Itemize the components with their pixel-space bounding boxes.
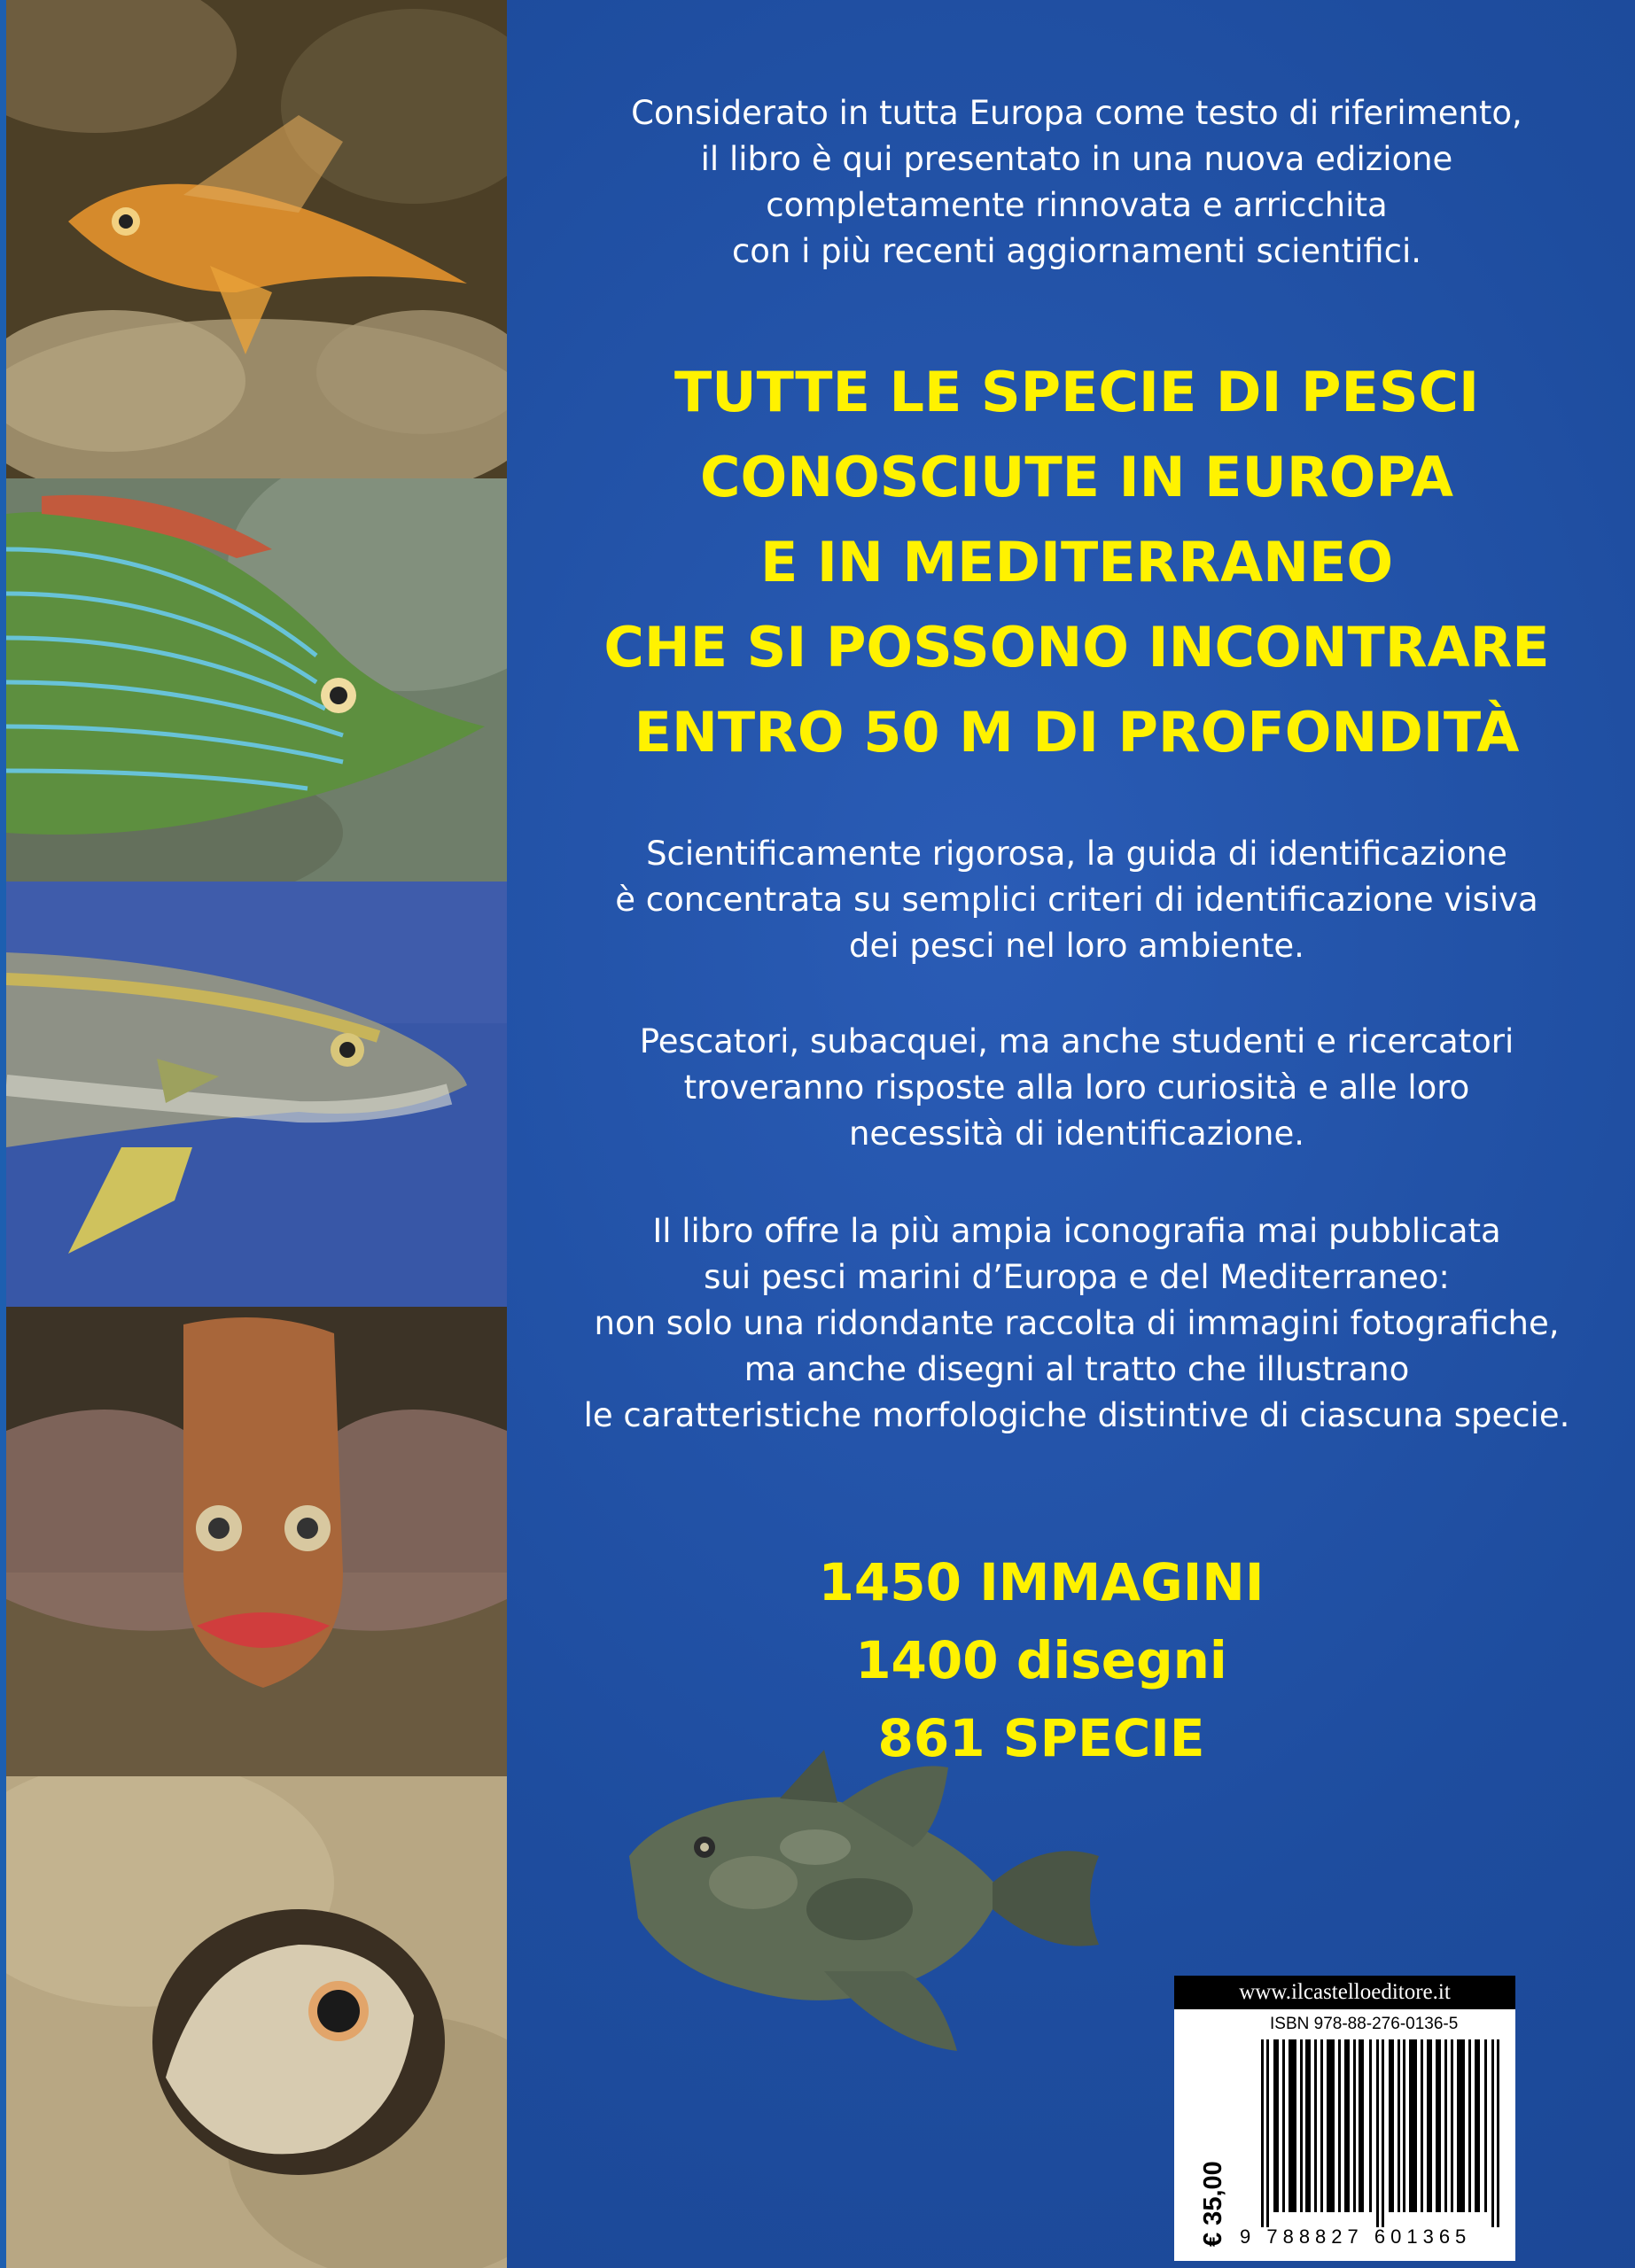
photo-weever — [6, 1776, 507, 2268]
intro-line: completamente rinnovata e arricchita — [766, 186, 1388, 224]
price-label: € 35,00 — [1199, 2161, 1227, 2247]
stat-species: 861 SPECIE — [877, 1708, 1205, 1768]
isbn-label: ISBN 978-88-276-0136-5 — [1270, 2015, 1459, 2033]
stat-images: 1450 IMMAGINI — [818, 1552, 1265, 1612]
description-paragraph-3 — [549, 1208, 1604, 1439]
paragraph-line: sui pesci marini d’Europa e del Mediterraneo: — [704, 1258, 1450, 1296]
description-paragraph-2 — [549, 1019, 1604, 1157]
photo-blenny — [6, 0, 507, 478]
headline — [532, 350, 1622, 775]
intro-line: Considerato in tutta Europa come testo di riferimento, — [631, 94, 1522, 132]
triggerfish-illustration — [620, 1750, 1099, 2069]
intro-line: il libro è qui presentato in una nuova edizione — [700, 140, 1453, 178]
photo-amberjack — [6, 882, 507, 1307]
barcode-digits: 9 788827 601365 — [1240, 2225, 1472, 2248]
headline-line: TUTTE LE SPECIE DI PESCI — [673, 360, 1480, 424]
paragraph-line: necessità di identificazione. — [848, 1115, 1305, 1153]
headline-line: CONOSCIUTE IN EUROPA — [699, 445, 1454, 509]
stats-block — [673, 1543, 1409, 1777]
strip-edge — [0, 0, 6, 2268]
paragraph-line: Scientificamente rigorosa, la guida di identificazione — [646, 835, 1507, 873]
intro-paragraph — [549, 90, 1604, 275]
barcode-box — [1174, 1976, 1515, 2261]
photo-scorpionfish — [6, 1307, 507, 1776]
paragraph-line: non solo una ridondante raccolta di immagini fotografiche, — [594, 1304, 1560, 1342]
intro-line: con i più recenti aggiornamenti scientifici. — [731, 232, 1422, 270]
paragraph-line: le caratteristiche morfologiche distintive di ciascuna specie. — [583, 1396, 1570, 1434]
headline-line: ENTRO 50 M DI PROFONDITÀ — [634, 700, 1520, 765]
paragraph-line: dei pesci nel loro ambiente. — [849, 927, 1304, 965]
paragraph-line: Pescatori, subacquei, ma anche studenti e ricercatori — [639, 1022, 1514, 1060]
paragraph-line: è concentrata su semplici criteri di identificazione visiva — [615, 881, 1538, 919]
barcode-bars — [1261, 2039, 1500, 2227]
headline-line: CHE SI POSSONO INCONTRARE — [603, 615, 1550, 680]
photo-wrasse — [6, 478, 507, 882]
headline-line: E IN MEDITERRANEO — [759, 530, 1394, 594]
paragraph-line: Il libro offre la più ampia iconografia mai pubblicata — [652, 1212, 1501, 1250]
paragraph-line: ma anche disegni al tratto che illustrano — [744, 1350, 1410, 1388]
paragraph-line: troveranno risposte alla loro curiosità e alle loro — [683, 1068, 1470, 1107]
publisher-url: www.ilcastelloeditore.it — [1174, 1976, 1515, 2009]
stat-drawings: 1400 disegni — [855, 1630, 1227, 1690]
description-paragraph-1 — [549, 831, 1604, 969]
photo-strip — [0, 0, 507, 2268]
